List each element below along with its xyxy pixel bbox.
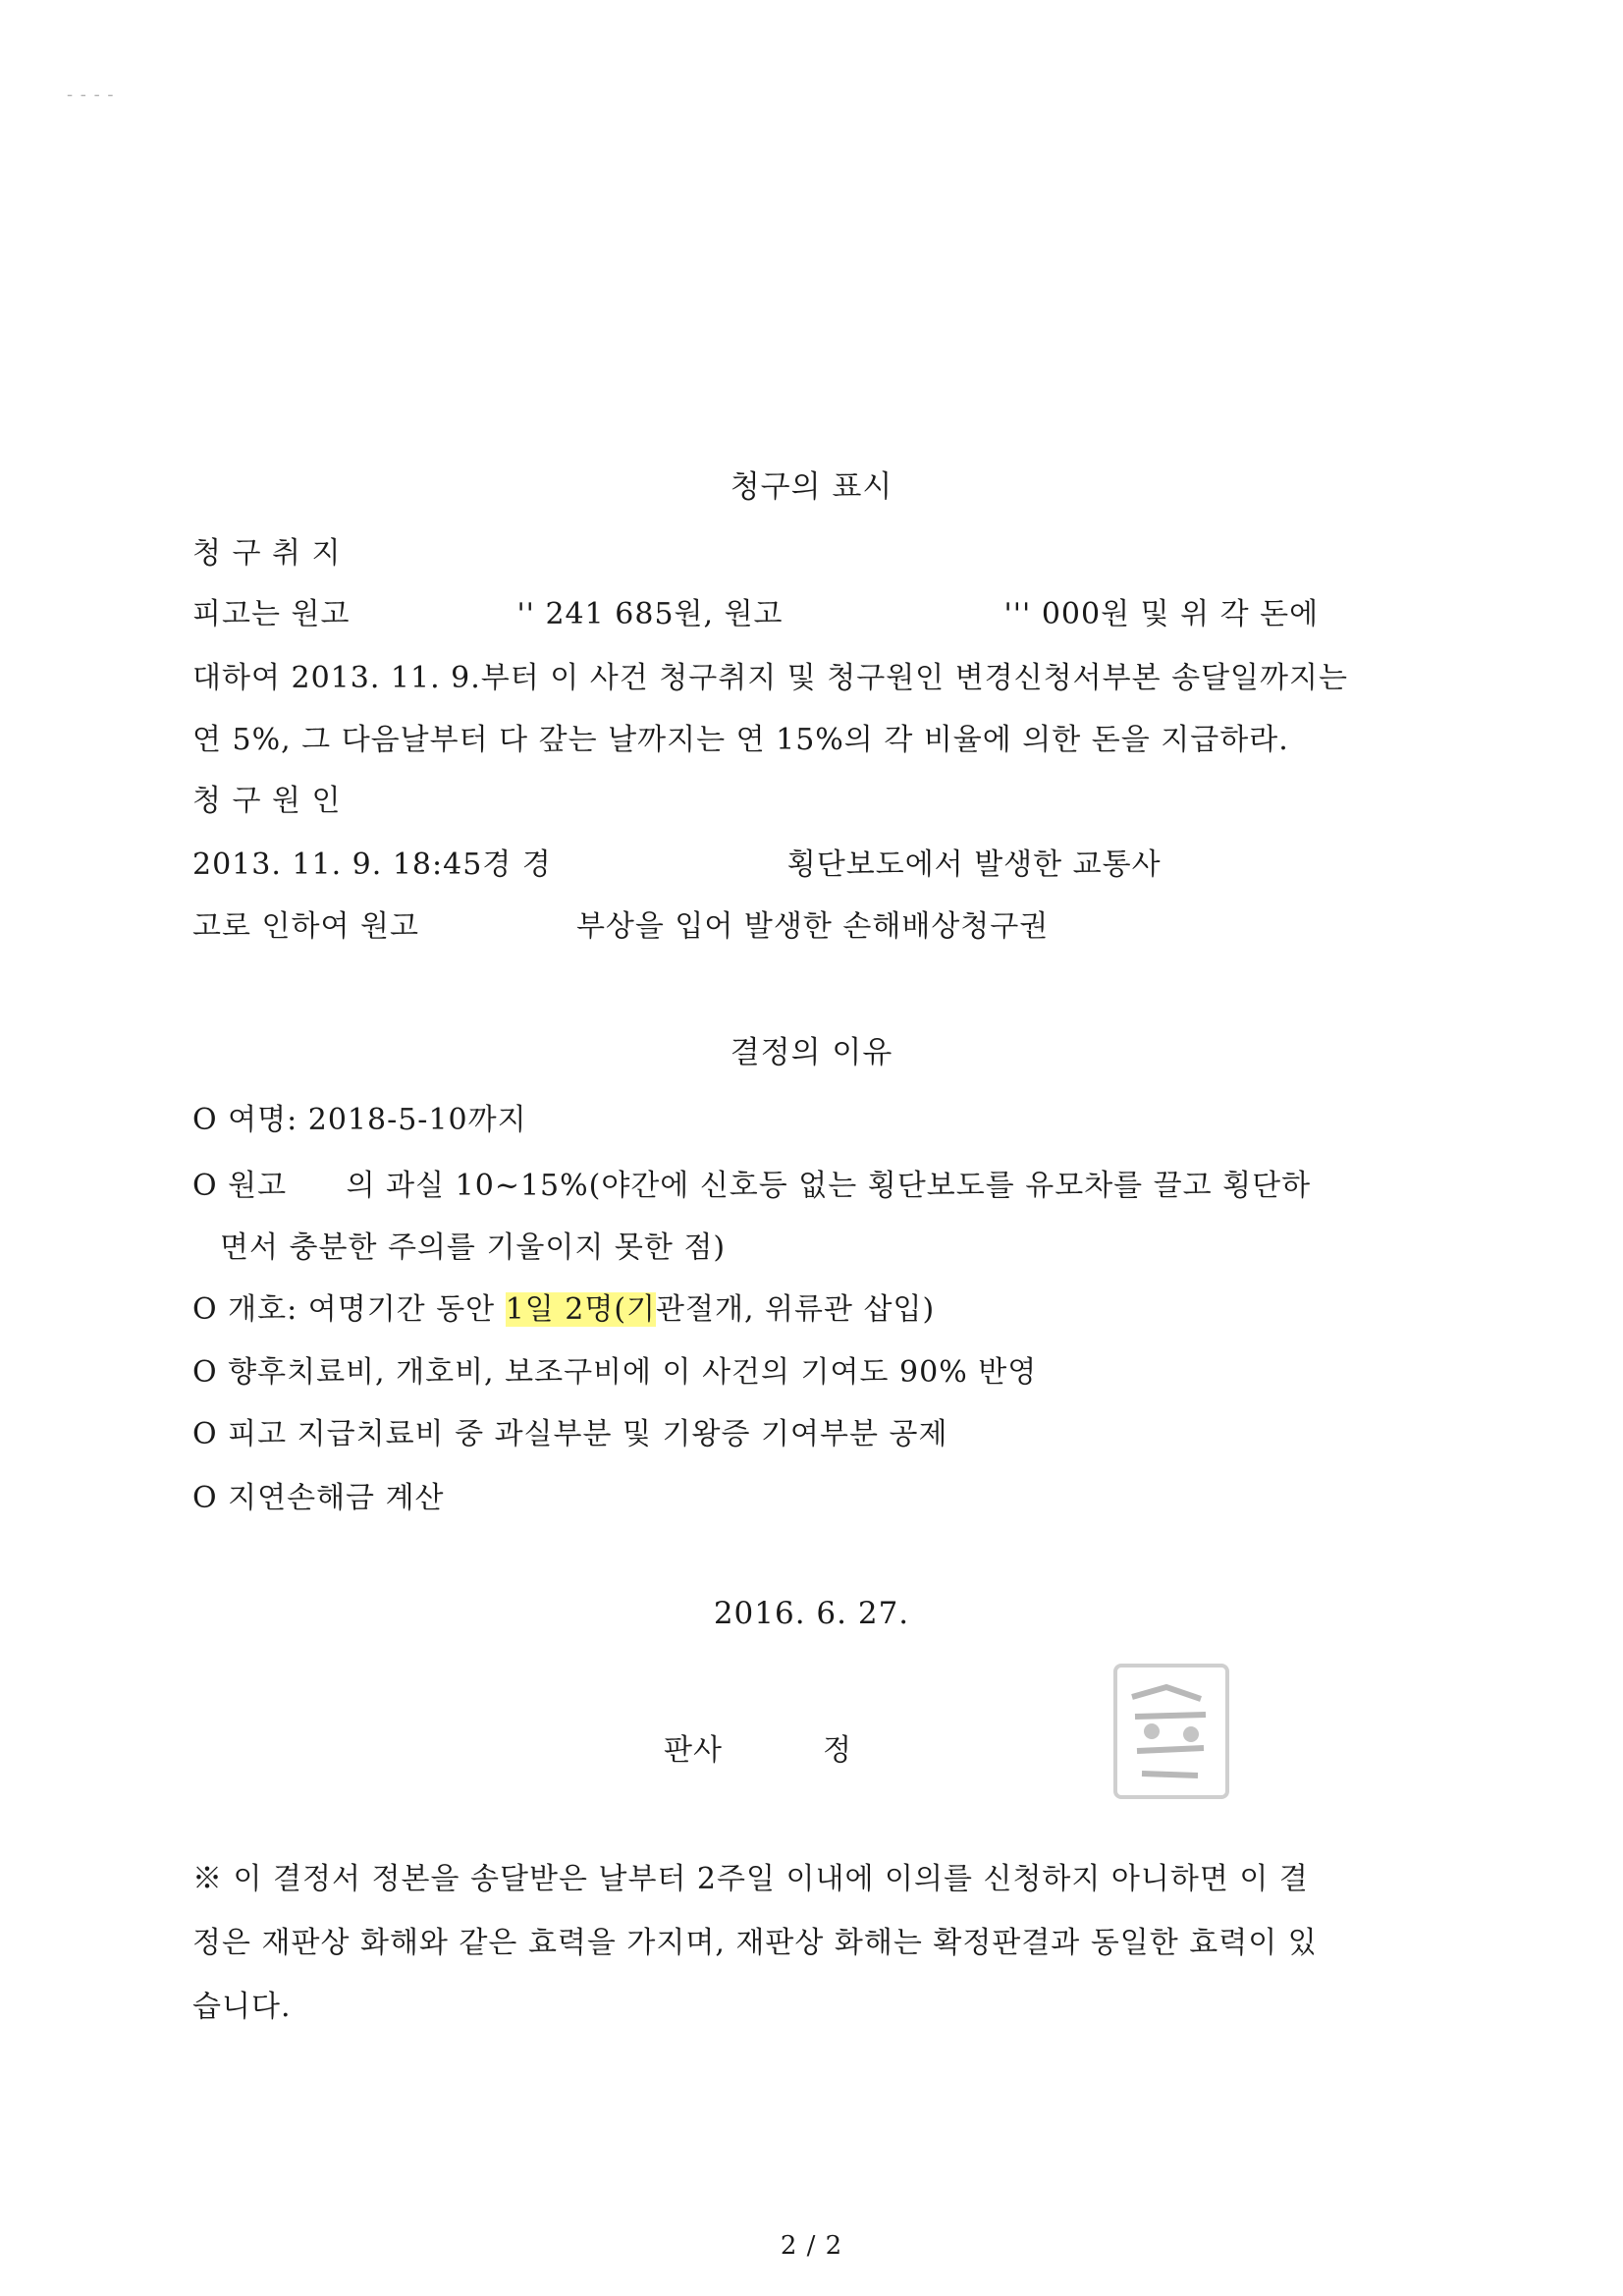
notice-line-2: 정은 재판상 화해와 같은 효력을 가지며, 재판상 화해는 확정판결과 동일한 효력이 있 — [192, 1926, 1318, 1960]
claim-purpose-line-1 — [192, 589, 1319, 632]
notice-line-1: ※ 이 결정서 정본을 송달받은 날부터 2주일 이내에 이의를 신청하지 아니하면 이 결 — [192, 1862, 1309, 1896]
claim-cause-line-1-end: 횡단보도에서 발생한 교통사 — [786, 847, 1162, 882]
reason-item-deduction: O 피고 지급치료비 중 과실부분 및 기왕증 기여부분 공제 — [192, 1417, 948, 1451]
reason-item-nursing — [192, 1285, 935, 1328]
claim-cause-line-2 — [192, 902, 1049, 945]
notice-line-3: 습니다. — [192, 1990, 292, 2024]
scan-corner-mark: - - - - — [67, 84, 115, 105]
claim-purpose-line-1-start: 피고는 원고 — [192, 597, 351, 631]
claim-section-title: 청구의 표시 — [730, 469, 893, 505]
reason-item-nursing-end: 관절개, 위류관 삽입) — [656, 1292, 936, 1327]
claim-cause-line-2-start: 고로 인하여 원고 — [192, 909, 419, 944]
reason-item-fault-text: 의 과실 10~15%(야간에 신호등 없는 횡단보도를 유모차를 끌고 횡단하 — [346, 1169, 1312, 1203]
highlighted-text: 1일 2명(기 — [505, 1292, 657, 1327]
claim-cause-line-1-start: 2013. 11. 9. 18:45경 경 — [192, 847, 552, 882]
reason-item-nursing-start: O 개호: 여명기간 동안 — [192, 1292, 506, 1327]
judge-title: 판사 — [664, 1733, 723, 1768]
claim-cause-line-1 — [192, 840, 1162, 883]
reason-item-delay-damages: O 지연손해금 계산 — [192, 1481, 445, 1515]
page-number: 2 / 2 — [780, 2231, 843, 2261]
claim-purpose-line-3: 연 5%, 그 다음날부터 다 갚는 날까지는 연 15%의 각 비율에 의한 돈을 지급하라. — [192, 723, 1289, 757]
reason-item-fault-start: O 원고 — [192, 1169, 298, 1203]
reason-item-fault-continued: 면서 충분한 주의를 기울이지 못한 점) — [220, 1230, 727, 1265]
claim-purpose-line-1-amount: '' 241 685원, 원고 — [516, 597, 784, 631]
claim-cause-label: 청 구 원 인 — [192, 784, 342, 818]
reason-item-fault — [192, 1161, 1311, 1204]
claim-purpose-line-1-end: ''' 000원 및 위 각 돈에 — [1003, 597, 1320, 631]
claim-purpose-line-2: 대하여 2013. 11. 9.부터 이 사건 청구취지 및 청구원인 변경신청서부본 송달일까지는 — [192, 661, 1348, 695]
judge-name: 정 — [823, 1733, 852, 1768]
judge-seal-stamp — [1108, 1658, 1235, 1805]
claim-purpose-label: 청 구 취 지 — [192, 536, 342, 571]
reason-section-title: 결정의 이유 — [730, 1035, 893, 1070]
claim-cause-line-2-end: 부상을 입어 발생한 손해배상청구권 — [575, 909, 1050, 944]
reason-item-life-expectancy: O 여명: 2018-5-10까지 — [192, 1103, 527, 1137]
reason-item-future-costs: O 향후치료비, 개호비, 보조구비에 이 사건의 기여도 90% 반영 — [192, 1355, 1038, 1390]
decision-date: 2016. 6. 27. — [713, 1596, 910, 1631]
